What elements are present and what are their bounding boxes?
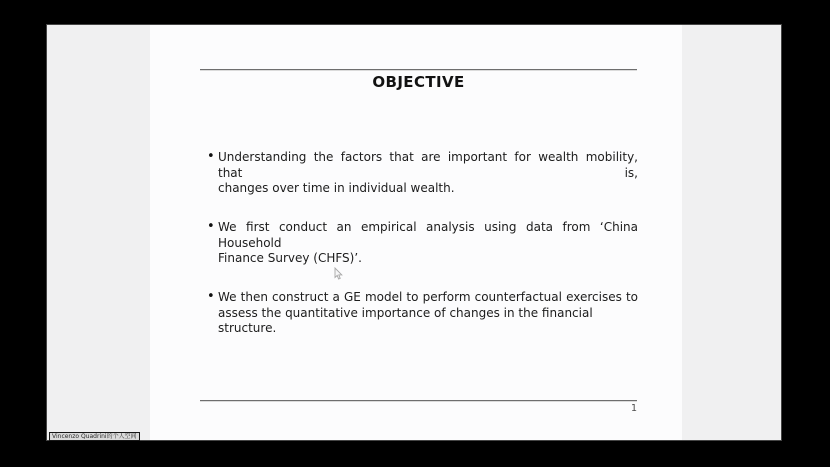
bullet-item bbox=[207, 150, 638, 197]
bullet-item bbox=[207, 290, 638, 337]
bullet-text-line: Finance Survey (CHFS)’. bbox=[218, 251, 362, 265]
bullet-text-line: changes over time in individual wealth. bbox=[218, 181, 455, 195]
bullet-icon: • bbox=[207, 149, 215, 164]
bullet-icon: • bbox=[207, 219, 215, 234]
page-number: 1 bbox=[630, 403, 637, 414]
bullet-text-line: assess the quantitative importance of changes in the financial structure. bbox=[218, 305, 593, 335]
watermark-badge: Vincenzo Quadrini的个人空间 bbox=[49, 432, 140, 441]
bullet-item bbox=[207, 220, 638, 267]
slide-title: OBJECTIVE bbox=[372, 73, 465, 91]
bullet-icon: • bbox=[207, 289, 215, 304]
slide bbox=[46, 24, 782, 441]
slide-top-rule bbox=[200, 69, 637, 70]
slide-bottom-rule bbox=[200, 400, 637, 401]
mouse-cursor-icon bbox=[334, 267, 344, 281]
bullet-text-line: We then construct a GE model to perform counterfactual exercises to bbox=[218, 290, 638, 304]
bullet-text-line: Understanding the factors that are important for wealth mobility, that is, bbox=[218, 150, 638, 180]
bullet-text-line: We first conduct an empirical analysis using data from ‘China Household bbox=[218, 220, 638, 250]
